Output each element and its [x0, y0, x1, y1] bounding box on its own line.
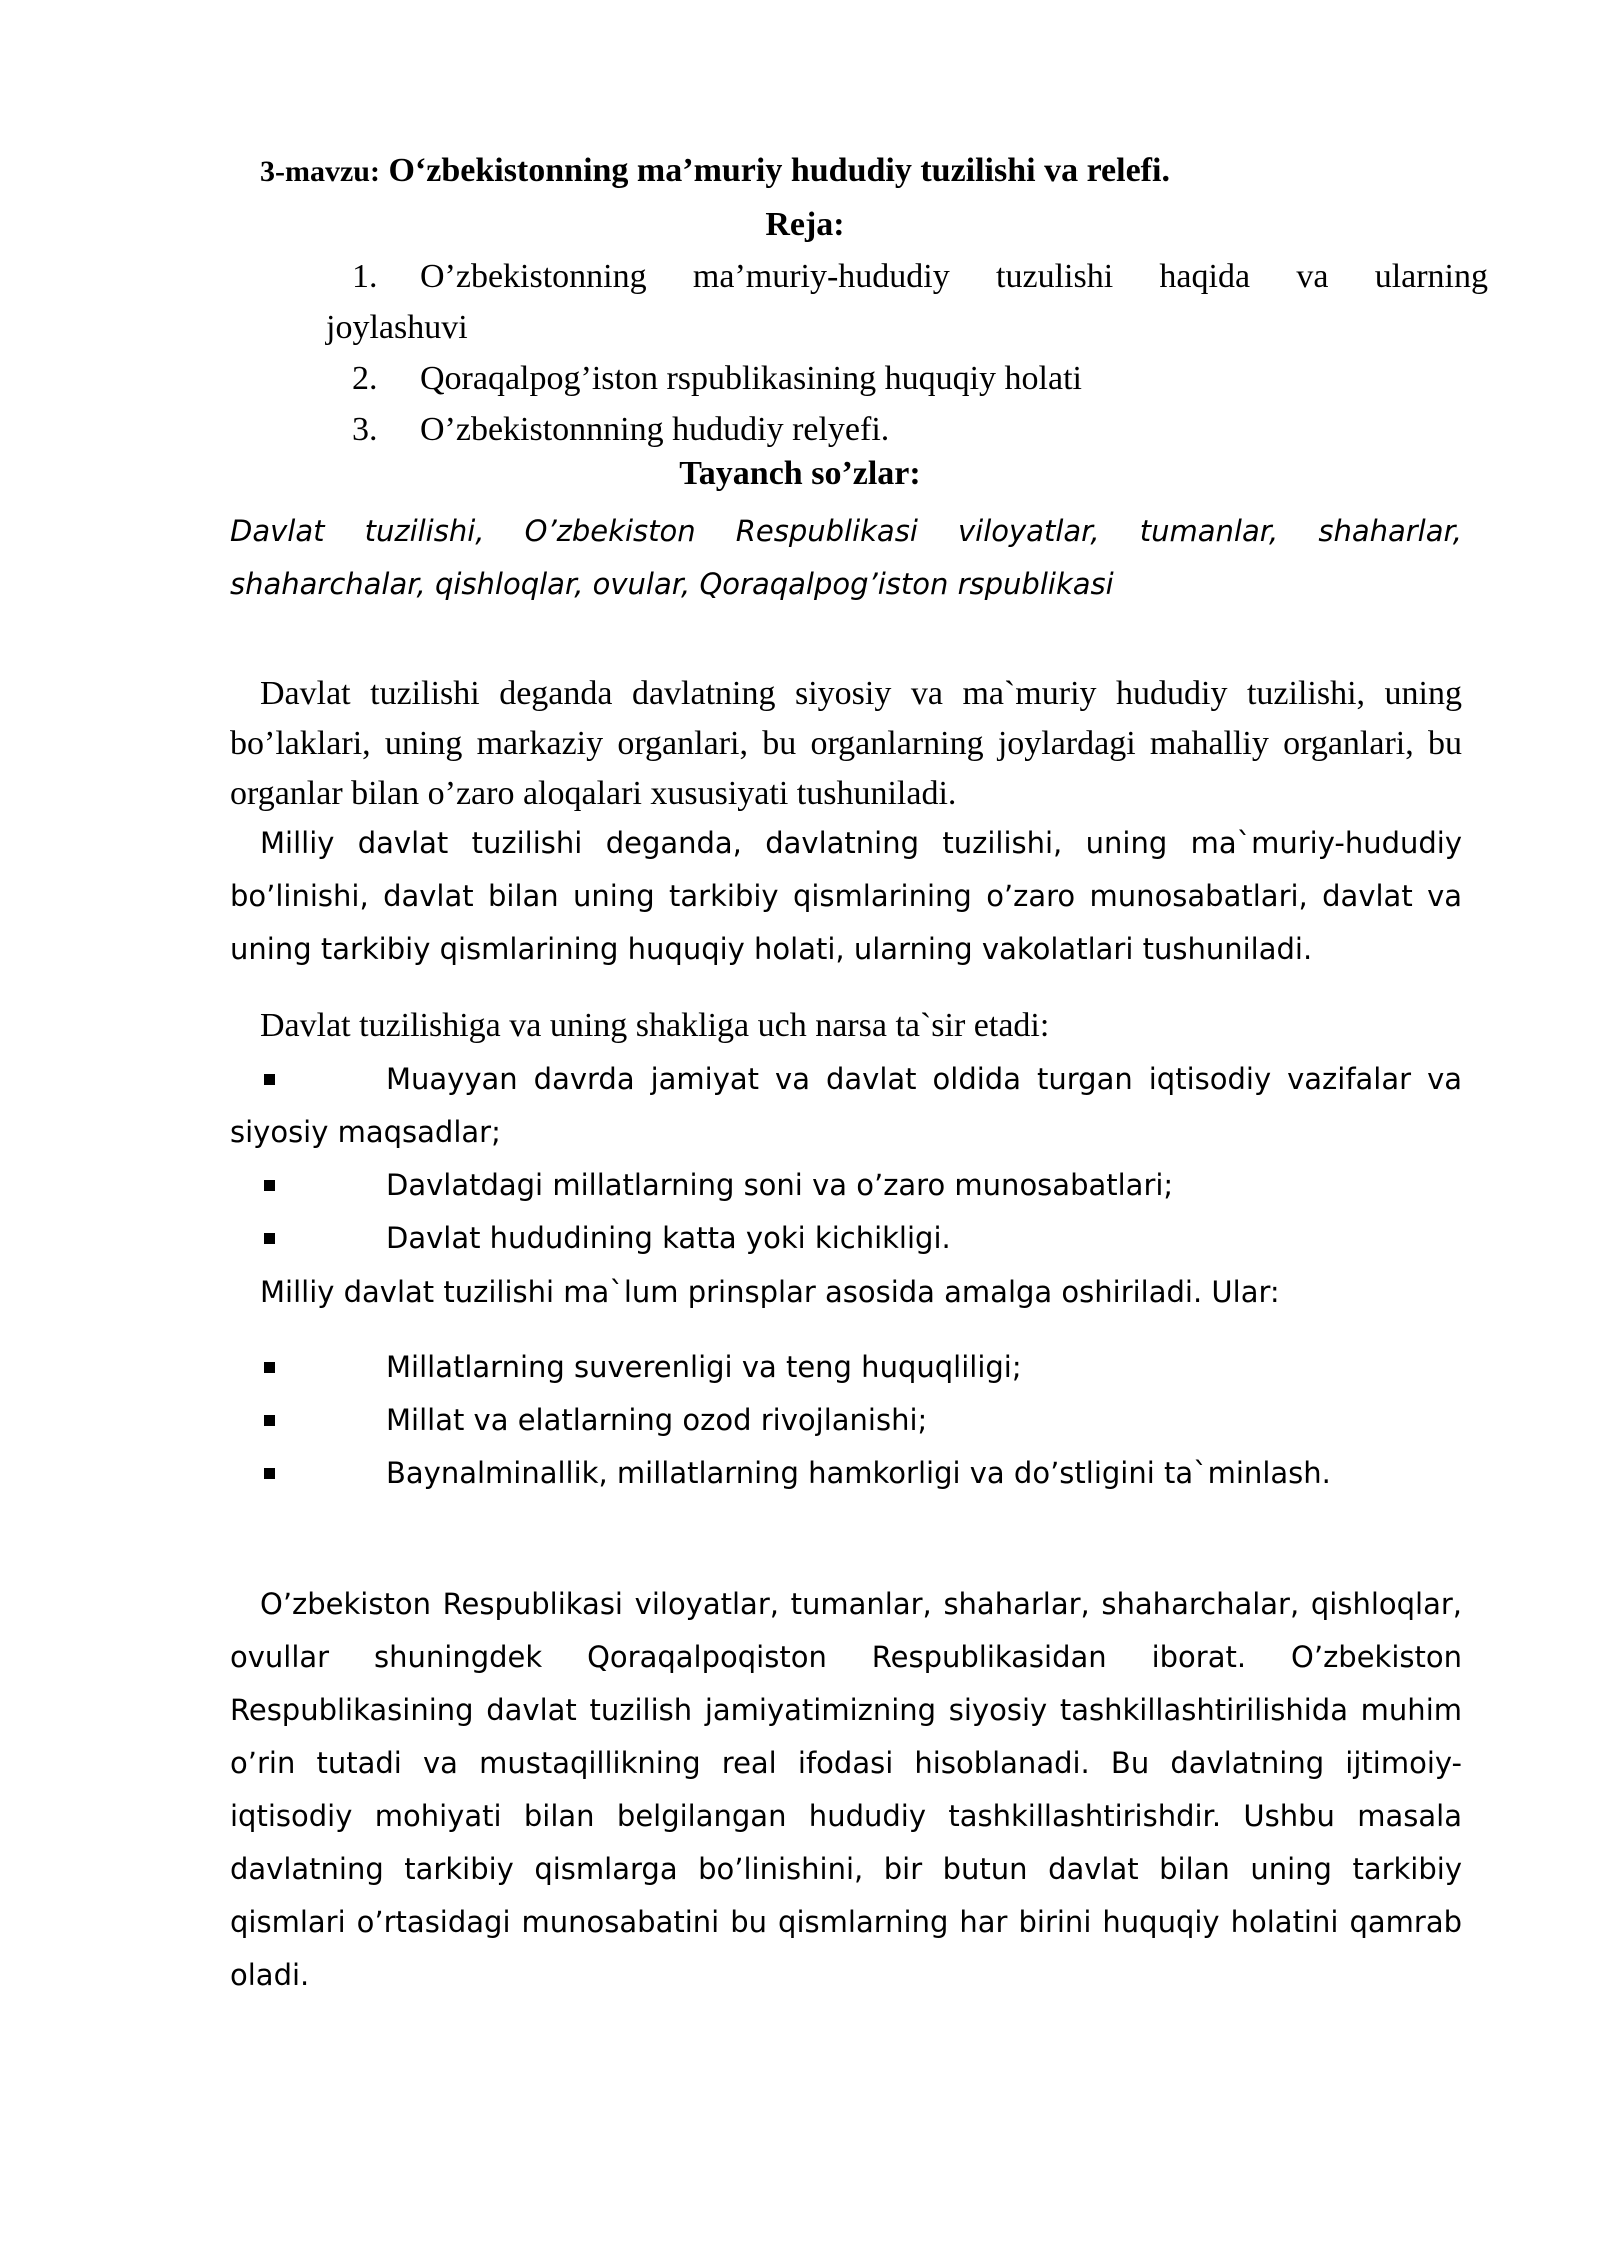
lesson-number: 3-mavzu:: [260, 155, 380, 188]
list-item: [230, 1159, 1462, 1212]
bullet-square-icon: [264, 1233, 275, 1244]
plan-item-text: O’zbekistonnning hududiy relyefi.: [420, 411, 890, 448]
plan-item: [326, 404, 1488, 455]
paragraph-uzbekistan-structure: [230, 1578, 1462, 2002]
paragraph-factors-intro: Davlat tuzilishiga va uning shakliga uch narsa ta`sir etadi:: [260, 1007, 1050, 1044]
factors-list: [230, 1053, 1462, 1265]
list-item: [230, 1341, 1462, 1394]
paragraph-text: Milliy davlat tuzilishi deganda, davlatning tuzilishi, uning ma`muriy-hududiy bo’linishi, davlat bilan uning tarkibiy qismlarining o’zaro munosabatlari, davlat va uning tarkibiy qismlarining huquqiy holati, ularning vakolatlari tushuniladi.: [230, 826, 1462, 966]
plan-item-text: Qoraqalpog’iston rspublikasining huquqiy holati: [420, 360, 1082, 397]
paragraph-national-structure: [230, 817, 1462, 976]
list-item: [230, 1394, 1462, 1447]
paragraph-principles-intro: Milliy davlat tuzilishi ma`lum prinsplar asosida amalga oshiriladi. Ular:: [260, 1275, 1280, 1309]
bullet-square-icon: [264, 1074, 275, 1085]
keywords-line: Davlat tuzilishi, O’zbekiston Respublikasi viloyatlar, tumanlar, shaharlar,: [230, 514, 1462, 548]
plan-heading: Reja:: [765, 206, 845, 243]
list-item: [230, 1053, 1462, 1159]
bullet-square-icon: [264, 1180, 275, 1191]
bullet-square-icon: [264, 1415, 275, 1426]
plan-item: [326, 353, 1488, 404]
paragraph-definition: [230, 669, 1462, 819]
principles-list: [230, 1341, 1462, 1500]
bullet-square-icon: [264, 1468, 275, 1479]
keywords-list: [230, 505, 1462, 611]
paragraph-text: O’zbekiston Respublikasi viloyatlar, tumanlar, shaharlar, shaharchalar, qishloqlar, ovullar shuningdek Qoraqalpoqiston Respublikasidan iborat. O’zbekiston Respublikasining davlat tuzilish jamiyatimizning siyosiy tashkillashtirilishida muhim o’rin tutadi va mustaqillikning real ifodasi hisoblanadi. Bu davlatning ijtimoiy-iqtisodiy mohiyati bilan belgilangan hududiy tashkillashtirishdir. Ushbu masala davlatning tarkibiy qismlarga bo’linishini, bir butun davlat bilan uning tarkibiy qismlari o’rtasidagi munosabatini bu qismlarning har birini huquqiy holatini qamrab oladi.: [230, 1587, 1462, 1992]
plan-list: [326, 251, 1488, 455]
list-item: [230, 1447, 1462, 1500]
bullet-square-icon: [264, 1362, 275, 1373]
list-item-text: Davlat hududining katta yoki kichikligi.: [386, 1221, 951, 1255]
list-item-text: Davlatdagi millatlarning soni va o’zaro munosabatlari;: [386, 1168, 1174, 1202]
keywords-line: shaharchalar, qishloqlar, ovular, Qoraqalpog’iston rspublikasi: [230, 567, 1114, 601]
lesson-title: [260, 152, 1170, 190]
lesson-title-text: O‘zbekistonning ma’muriy hududiy tuzilishi va relefi.: [388, 152, 1170, 189]
list-item-text-continued: siyosiy maqsadlar;: [230, 1115, 501, 1149]
list-item-text: Millat va elatlarning ozod rivojlanishi;: [386, 1403, 928, 1437]
plan-item-text: O’zbekistonning ma’muriy-hududiy tuzulishi haqida va ularning: [420, 258, 1488, 295]
list-item: [230, 1212, 1462, 1265]
list-item-text: Muayyan davrda jamiyat va davlat oldida turgan iqtisodiy vazifalar va: [386, 1062, 1462, 1096]
plan-item-number: 1.: [352, 258, 378, 295]
list-item-text: Baynalminallik, millatlarning hamkorligi va do’stligini ta`minlash.: [386, 1456, 1331, 1490]
list-item-text: Millatlarning suverenligi va teng huquqliligi;: [386, 1350, 1022, 1384]
paragraph-text: Davlat tuzilishi deganda davlatning siyosiy va ma`muriy hududiy tuzilishi, uning bo’laklari, uning markaziy organlari, bu organlarning joylardagi mahalliy organlari, bu organlar bilan o’zaro aloqalari xususiyati tushuniladi.: [230, 675, 1462, 812]
plan-item-text-continued: joylashuvi: [326, 309, 468, 346]
plan-item-number: 3.: [352, 411, 378, 448]
plan-item: [326, 251, 1488, 353]
plan-item-number: 2.: [352, 360, 378, 397]
keywords-heading: Tayanch so’zlar:: [679, 455, 921, 492]
